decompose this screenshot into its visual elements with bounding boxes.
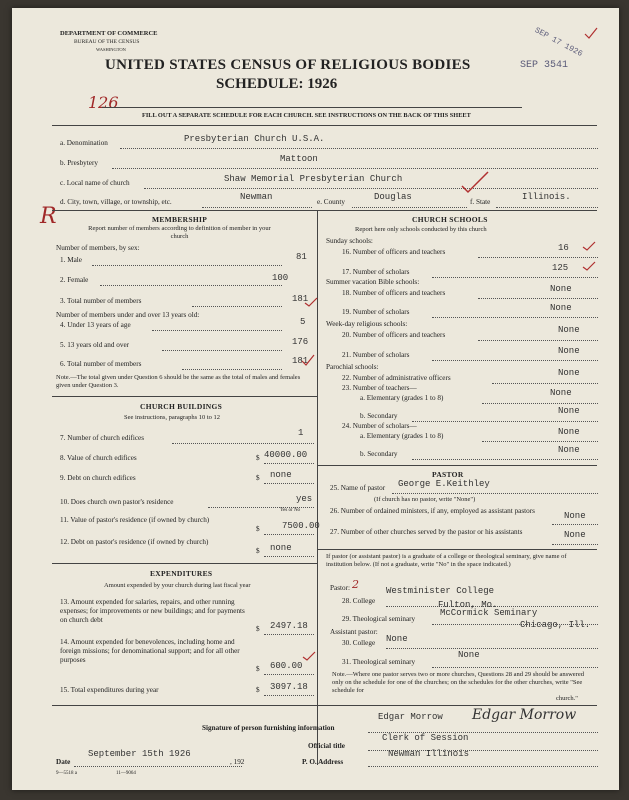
- q24a-line: [482, 441, 598, 442]
- q22-value: None: [558, 368, 580, 378]
- q11-dollar: $: [256, 525, 260, 533]
- q14-dollar: $: [256, 665, 260, 673]
- q10-value: yes: [296, 494, 313, 504]
- form-title: UNITED STATES CENSUS OF RELIGIOUS BODIES: [105, 57, 471, 73]
- q24b-value: None: [558, 445, 580, 455]
- q4-value: 5: [300, 317, 306, 327]
- q17-value: 125: [552, 263, 569, 273]
- q12-value: none: [270, 543, 292, 553]
- q23b-value: None: [558, 406, 580, 416]
- received-stamp-number: SEP 3541: [520, 60, 569, 71]
- q3-label: 3. Total number of members: [60, 297, 142, 305]
- q14-label: 14. Amount expended for benevolences, including home and foreign missions; for denominational support; and for all other purposes: [60, 638, 240, 664]
- county-label: e. County: [317, 198, 345, 206]
- q4-label: 4. Under 13 years of age: [60, 321, 131, 329]
- tick-mark-icon: [582, 260, 596, 272]
- form-number: 9—5518 a: [56, 771, 77, 776]
- q5-value: 176: [292, 337, 309, 347]
- signature-typed: Edgar Morrow: [378, 712, 443, 722]
- census-schedule-page: [12, 8, 619, 790]
- date-label: Date: [56, 758, 71, 766]
- margin-mark: R: [40, 204, 57, 229]
- schools-heading: CHURCH SCHOOLS: [412, 215, 488, 224]
- q30-label: 30. College: [342, 639, 376, 647]
- age-intro-label: Number of members under and over 13 years old:: [56, 311, 200, 319]
- q21-label: 21. Number of scholars: [342, 351, 410, 359]
- church-name-label: c. Local name of church: [60, 179, 130, 187]
- weekday-schools-label: Week-day religious schools:: [326, 320, 408, 328]
- q23a-value: None: [550, 388, 572, 398]
- q30-line: [386, 648, 598, 649]
- assistant-sublabel: Assistant pastor:: [330, 628, 378, 636]
- q31-line: [432, 667, 598, 668]
- schools-sub: Report here only schools conducted by this church: [355, 226, 487, 233]
- official-title-label: Official title: [308, 742, 345, 750]
- q6-value: 181: [292, 356, 309, 366]
- q2-value: 100: [272, 273, 289, 283]
- q11-label: 11. Value of pastor's residence (if owned by church): [60, 516, 210, 524]
- q8-line: [264, 463, 314, 464]
- q10-label: 10. Does church own pastor's residence: [60, 498, 174, 506]
- q16-line: [478, 257, 598, 258]
- q26-line: [552, 524, 598, 525]
- tick-mark-icon: [584, 26, 598, 40]
- buildings-sub: See instructions, paragraphs 10 to 12: [124, 414, 221, 421]
- q5-line: [162, 350, 282, 351]
- q19-line: [432, 317, 598, 318]
- q12-line: [264, 556, 314, 557]
- q15-label: 15. Total expenditures during year: [60, 686, 159, 694]
- q13-dollar: $: [256, 625, 260, 633]
- pastor-note: Note.—Where one pastor serves two or more churches, Questions 28 and 29 should be answered only on the schedule for one of the churches; on the schedules for the other churches, write "See schedule for: [332, 671, 584, 694]
- q9-label: 9. Debt on church edifices: [60, 474, 136, 482]
- q24a-value: None: [558, 427, 580, 437]
- q26-label: 26. Number of ordained ministers, if any, employed as assistant pastors: [330, 507, 535, 515]
- footer-top-rule: [52, 705, 597, 706]
- column-divider: [317, 210, 318, 765]
- q18-label: 18. Number of officers and teachers: [342, 289, 446, 297]
- summer-schools-label: Summer vacation Bible schools:: [326, 278, 420, 286]
- q3-line: [192, 306, 282, 307]
- q13-label: 13. Amount expended for salaries, repairs, and other running expenses; for improvements or new buildings; and for payments on church debt: [60, 598, 245, 624]
- q2-label: 2. Female: [60, 276, 89, 284]
- q15-value: 3097.18: [270, 682, 308, 692]
- q25-hint: (If church has no pastor, write "None"): [374, 496, 476, 503]
- denomination-value: Presbyterian Church U.S.A.: [184, 134, 325, 144]
- q31-value: None: [458, 650, 480, 660]
- city-name: WASHINGTON: [96, 47, 126, 52]
- section-top-rule: [52, 210, 597, 211]
- city-line: [202, 207, 312, 208]
- expenditures-heading: EXPENDITURES: [150, 569, 213, 578]
- q23a-label: a. Elementary (grades 1 to 8): [360, 394, 444, 402]
- date-year-suffix: , 192: [230, 758, 245, 766]
- q30-value: None: [386, 634, 408, 644]
- q7-label: 7. Number of church edifices: [60, 434, 145, 442]
- q28-value: Westminister College: [386, 586, 495, 596]
- q28-value-location: Fulton, Mo.: [438, 600, 498, 610]
- denomination-label: a. Denomination: [60, 139, 108, 147]
- po-address-value: Newman Illinois: [388, 749, 470, 759]
- bureau-name: BUREAU OF THE CENSUS: [74, 39, 140, 45]
- q29-value-location: Chicago, Ill.: [520, 620, 591, 630]
- membership-intro: Report number of members according to definition of member in your church: [88, 225, 271, 240]
- q23-label: 23. Number of teachers—: [342, 384, 417, 392]
- print-number: 11—9064: [116, 771, 136, 776]
- q13-line: [264, 634, 314, 635]
- church-name-line: [144, 188, 598, 189]
- pastor-hand-mark: 2: [352, 578, 359, 591]
- q18-value: None: [550, 284, 572, 294]
- q19-label: 19. Number of scholars: [342, 308, 410, 316]
- received-date-stamp: SEP 17 1926: [532, 26, 584, 59]
- q2-line: [100, 285, 282, 286]
- q6-line: [182, 369, 282, 370]
- q29-value: McCormick Seminary: [440, 608, 538, 618]
- q14-line: [264, 674, 314, 675]
- tick-mark-icon: [302, 650, 316, 662]
- q17-label: 17. Number of scholars: [342, 268, 410, 276]
- q10-hint: Yes or No: [280, 508, 301, 513]
- q20-label: 20. Number of officers and teachers: [342, 331, 446, 339]
- q29-label: 29. Theological seminary: [342, 615, 416, 623]
- q9-line: [264, 483, 314, 484]
- q8-value: 40000.00: [264, 450, 308, 460]
- signature-handwritten: Edgar Morrow: [472, 707, 577, 723]
- official-title-value: Clerk of Session: [382, 733, 469, 743]
- grad-rule: [317, 549, 597, 550]
- q24b-label: b. Secondary: [360, 450, 398, 458]
- q25-label: 25. Name of pastor: [330, 484, 386, 492]
- tick-mark-icon: [582, 240, 596, 252]
- q19-value: None: [550, 303, 572, 313]
- q27-value: None: [564, 530, 586, 540]
- q25-value: George E.Keithley: [398, 479, 490, 489]
- instruction-rule: [52, 125, 597, 126]
- q27-line: [552, 544, 598, 545]
- q26-value: None: [564, 511, 586, 521]
- city-value: Newman: [240, 192, 273, 202]
- q8-dollar: $: [256, 454, 260, 462]
- q9-dollar: $: [256, 474, 260, 482]
- expenditures-sub: Amount expended by your church during last fiscal year: [104, 582, 251, 589]
- po-address-label: P. O. Address: [302, 758, 344, 766]
- q15-dollar: $: [256, 686, 260, 694]
- state-value: Illinois.: [522, 192, 571, 202]
- buildings-heading: CHURCH BUILDINGS: [140, 402, 223, 411]
- q12-dollar: $: [256, 547, 260, 555]
- date-value: September 15th 1926: [88, 749, 191, 759]
- q9-value: none: [270, 470, 292, 480]
- pastor-note-end: church.": [556, 695, 578, 702]
- q1-line: [92, 265, 282, 266]
- city-label: d. City, town, village, or township, etc.: [60, 198, 172, 206]
- membership-heading: MEMBERSHIP: [152, 215, 208, 224]
- q7-line: [172, 443, 314, 444]
- q20-value: None: [558, 325, 580, 335]
- buildings-top-rule: [52, 396, 317, 397]
- q31-label: 31. Theological seminary: [342, 658, 416, 666]
- pastor-top-rule: [317, 465, 597, 466]
- q23a-line: [482, 403, 598, 404]
- presbytery-label: b. Presbytery: [60, 159, 98, 167]
- q3-value: 181: [292, 294, 309, 304]
- q1-value: 81: [296, 252, 307, 262]
- q22-line: [492, 383, 598, 384]
- pastor-sublabel: Pastor:: [330, 584, 350, 592]
- q21-value: None: [558, 346, 580, 356]
- q11-value: 7500.00: [282, 521, 320, 531]
- q23b-label: b. Secondary: [360, 412, 398, 420]
- state-label: f. State: [470, 198, 491, 206]
- expenditures-top-rule: [52, 563, 317, 564]
- state-line: [496, 207, 598, 208]
- q1-label: 1. Male: [60, 256, 82, 264]
- q6-label: 6. Total number of members: [60, 360, 142, 368]
- church-name-value: Shaw Memorial Presbyterian Church: [224, 174, 403, 184]
- pastor-heading: PASTOR: [432, 470, 464, 479]
- signature-label: Signature of person furnishing information: [202, 724, 335, 732]
- q5-label: 5. 13 years old and over: [60, 341, 130, 349]
- header-rule: [102, 107, 522, 108]
- parochial-schools-label: Parochial schools:: [326, 363, 379, 371]
- members-by-sex-label: Number of members, by sex:: [56, 244, 140, 252]
- date-line: [74, 766, 242, 767]
- schedule-title: SCHEDULE: 1926: [216, 76, 338, 92]
- q4-line: [152, 330, 282, 331]
- q23b-line: [412, 421, 598, 422]
- q11-line: [264, 534, 314, 535]
- q22-label: 22. Number of administrative officers: [342, 374, 451, 382]
- q24b-line: [412, 459, 598, 460]
- q7-value: 1: [298, 428, 304, 438]
- county-line: [352, 207, 467, 208]
- presbytery-value: Mattoon: [280, 154, 318, 164]
- q13-value: 2497.18: [270, 621, 308, 631]
- po-address-line: [368, 766, 598, 767]
- check-mark-icon: [460, 170, 490, 194]
- q27-label: 27. Number of other churches served by the pastor or his assistants: [330, 528, 523, 536]
- grad-note: If pastor (or assistant pastor) is a graduate of a college or theological seminary, give name of institution below. (If not a graduate, write "No" in the space indicated.): [326, 553, 567, 568]
- q16-label: 16. Number of officers and teachers: [342, 248, 446, 256]
- membership-note: Note.—The total given under Question 6 should be the same as the total of males and females given under Question 3.: [56, 374, 301, 389]
- department-name: DEPARTMENT OF COMMERCE: [60, 30, 158, 37]
- tick-mark-icon: [301, 353, 315, 367]
- q24a-label: a. Elementary (grades 1 to 8): [360, 432, 444, 440]
- denomination-line: [120, 148, 598, 149]
- q21-line: [432, 360, 598, 361]
- q12-label: 12. Debt on pastor's residence (if owned by church): [60, 538, 209, 546]
- q24-label: 24. Number of scholars—: [342, 422, 417, 430]
- q17-line: [432, 277, 598, 278]
- presbytery-line: [112, 168, 598, 169]
- q15-line: [264, 695, 314, 696]
- q20-line: [478, 340, 598, 341]
- q8-label: 8. Value of church edifices: [60, 454, 137, 462]
- q14-value: 600.00: [270, 661, 303, 671]
- tick-mark-icon: [304, 296, 318, 308]
- county-value: Douglas: [374, 192, 412, 202]
- q25-line: [392, 493, 598, 494]
- q18-line: [478, 298, 598, 299]
- q16-value: 16: [558, 243, 569, 253]
- q28-label: 28. College: [342, 597, 376, 605]
- instruction-text: FILL OUT A SEPARATE SCHEDULE FOR EACH CHURCH. SEE INSTRUCTIONS ON THE BACK OF THIS SHEET: [142, 112, 471, 119]
- handwritten-number: 126: [88, 93, 119, 112]
- sunday-schools-label: Sunday schools:: [326, 237, 373, 245]
